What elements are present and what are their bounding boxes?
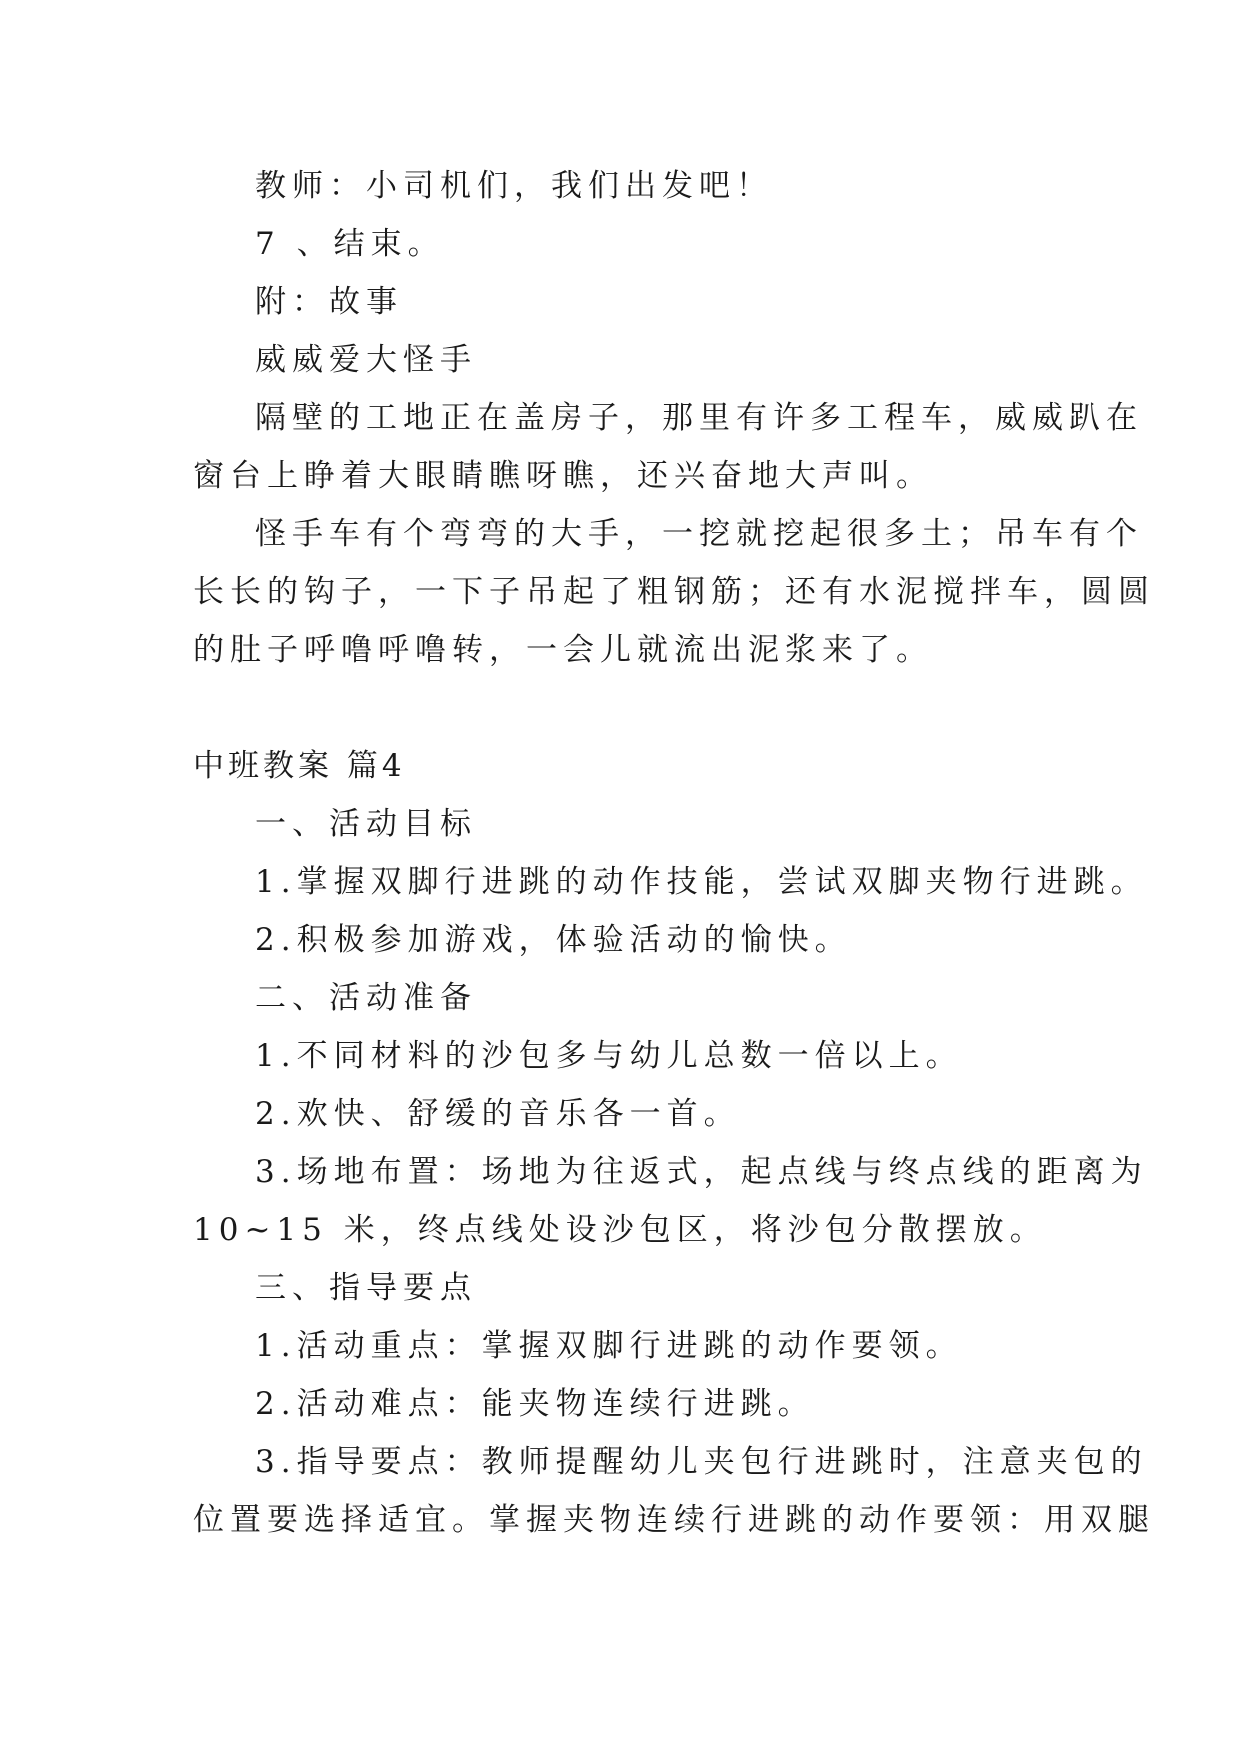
section-goals-heading: 一、活动目标 bbox=[255, 806, 477, 842]
story-paragraph-2-line-3: 的肚子呼噜呼噜转，一会儿就流出泥浆来了。 bbox=[193, 632, 933, 668]
preparation-item-3-line-2: 10~15 米，终点线处设沙包区，将沙包分散摆放。 bbox=[193, 1212, 1047, 1248]
section-preparation-heading: 二、活动准备 bbox=[255, 980, 477, 1016]
lesson-heading: 中班教案 篇4 bbox=[193, 748, 406, 784]
goal-item-2: 2.积极参加游戏，体验活动的愉快。 bbox=[255, 922, 852, 958]
goal-item-1: 1.掌握双脚行进跳的动作技能，尝试双脚夹物行进跳。 bbox=[255, 864, 1148, 900]
guidance-item-3-line-1: 3.指导要点：教师提醒幼儿夹包行进跳时，注意夹包的 bbox=[255, 1444, 1148, 1480]
guidance-item-2: 2.活动难点：能夹物连续行进跳。 bbox=[255, 1386, 815, 1422]
story-title: 威威爱大怪手 bbox=[255, 342, 477, 378]
preparation-item-3-line-1: 3.场地布置：场地为往返式，起点线与终点线的距离为 bbox=[255, 1154, 1148, 1190]
story-paragraph-1-line-2: 窗台上睁着大眼睛瞧呀瞧，还兴奋地大声叫。 bbox=[193, 458, 933, 494]
step-7-line: 7 、结束。 bbox=[255, 226, 445, 262]
guidance-item-1: 1.活动重点：掌握双脚行进跳的动作要领。 bbox=[255, 1328, 963, 1364]
section-guidance-heading: 三、指导要点 bbox=[255, 1270, 477, 1306]
preparation-item-2: 2.欢快、舒缓的音乐各一首。 bbox=[255, 1096, 741, 1132]
preparation-item-1: 1.不同材料的沙包多与幼儿总数一倍以上。 bbox=[255, 1038, 963, 1074]
story-paragraph-2-line-2: 长长的钩子，一下子吊起了粗钢筋；还有水泥搅拌车，圆圆 bbox=[193, 574, 1155, 610]
story-dialogue-line: 教师：小司机们，我们出发吧！ bbox=[255, 168, 773, 204]
story-paragraph-1-line-1: 隔壁的工地正在盖房子，那里有许多工程车，威威趴在 bbox=[255, 400, 1143, 436]
story-paragraph-2-line-1: 怪手车有个弯弯的大手，一挖就挖起很多土；吊车有个 bbox=[255, 516, 1143, 552]
guidance-item-3-line-2: 位置要选择适宜。掌握夹物连续行进跳的动作要领：用双腿 bbox=[193, 1502, 1155, 1538]
appendix-label: 附：故事 bbox=[255, 284, 403, 320]
